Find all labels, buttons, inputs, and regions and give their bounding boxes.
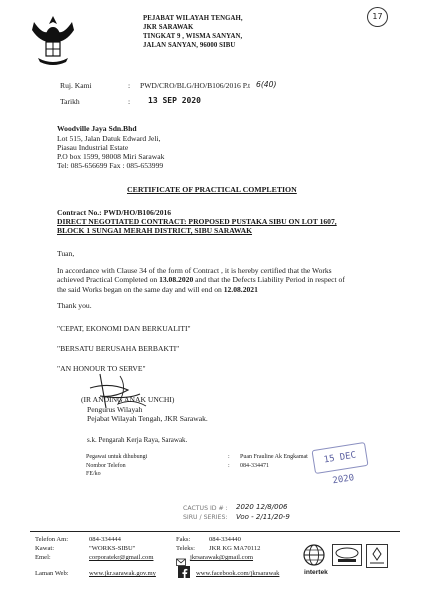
contact-officer-name: Puan Frauline Ak Engkamat bbox=[240, 454, 308, 460]
contact-label-ref: FE/ko bbox=[86, 471, 101, 477]
certification-globe-logo bbox=[303, 544, 325, 566]
facebook-icon bbox=[178, 566, 190, 578]
addressee-line-2: Piasau Industrial Estate bbox=[57, 143, 129, 152]
body-line-2-a: achieved Practical Completed on bbox=[57, 275, 160, 285]
slogan-2: "BERSATU BERUSAHA BERBAKTI" bbox=[57, 344, 180, 353]
tarikh-colon: : bbox=[128, 97, 131, 106]
email-link-corporate[interactable]: corporatekr@gmail.com bbox=[89, 554, 154, 561]
dlp-end-date: 12.08.2021 bbox=[223, 284, 258, 294]
teleks-label: Teleks: bbox=[176, 545, 195, 552]
slogan-3: "AN HONOUR TO SERVE" bbox=[57, 364, 146, 373]
ruj-value: PWD/CRO/BLG/HO/B106/2016 P.t bbox=[140, 81, 251, 90]
slogan-1: "CEPAT, EKONOMI DAN BERKUALITI" bbox=[57, 324, 191, 333]
cactus-id-label: CACTUS ID # : bbox=[183, 505, 228, 512]
contact-label-phone: Nombor Telefon bbox=[86, 462, 126, 469]
header-line-1: PEJABAT WILAYAH TENGAH, bbox=[143, 15, 243, 22]
faks-label: Faks: bbox=[176, 536, 191, 543]
salutation: Tuan, bbox=[57, 249, 75, 258]
website-link[interactable]: www.jkr.sarawak.gov.my bbox=[89, 570, 156, 577]
addressee-line-4: Tel: 085-656699 Fax : 085-653999 bbox=[57, 161, 164, 170]
siru-series-label: SIRU / SERIES: bbox=[183, 514, 228, 521]
intertek-logo-text: intertek bbox=[304, 569, 328, 576]
contact-colons bbox=[228, 453, 230, 470]
header-line-4: JALAN SANYAN, 96000 SIBU bbox=[143, 42, 236, 49]
contract-desc-line-2: BLOCK 1 SUNGAI MERAH DISTRICT, SIBU SARAWAK bbox=[57, 226, 253, 235]
siru-series-value: Voo - 2/11/20-9 bbox=[236, 513, 290, 521]
ruj-colon: : bbox=[128, 81, 131, 90]
teleks-value: JKR KG MA70112 bbox=[209, 545, 261, 552]
tel-value: 084-334444 bbox=[89, 536, 121, 543]
tarikh-label: Tarikh bbox=[60, 97, 80, 106]
office-header bbox=[143, 14, 243, 50]
body-line-3 bbox=[57, 285, 402, 294]
header-line-2: JKR SARAWAK bbox=[143, 24, 194, 31]
addressee-line-1: Lot 515, Jalan Datuk Edward Jeli, bbox=[57, 134, 161, 143]
contact-labels bbox=[86, 453, 147, 479]
signatory-role: Pengurus Wilayah bbox=[87, 405, 143, 414]
thank-you: Thank you. bbox=[57, 301, 92, 310]
web-label: Laman Web: bbox=[35, 570, 69, 577]
body-line-2 bbox=[57, 275, 402, 284]
contact-colon-1: : bbox=[228, 454, 230, 460]
kawat-value: "WORKS-SIBU" bbox=[89, 545, 136, 552]
signatory-office: Pejabat Wilayah Tengah, JKR Sarawak. bbox=[87, 414, 208, 423]
ruj-label: Ruj. Kami bbox=[60, 81, 92, 90]
body-line-3-a: the said Works began on the same day and will end on bbox=[57, 284, 224, 294]
cactus-handwriting bbox=[236, 502, 290, 522]
email-icon bbox=[176, 554, 186, 564]
ruj-handwritten: 6(40) bbox=[256, 80, 277, 89]
contract-desc-line-1: DIRECT NEGOTIATED CONTRACT: PROPOSED PUSTAKA SIBU ON LOT 1607, bbox=[57, 217, 337, 226]
body-line-1: In accordance with Clause 34 of the form of Contract , it is hereby certified that the Works bbox=[57, 266, 332, 275]
facebook-link[interactable]: www.facebook.com/jkrsarawak bbox=[196, 570, 280, 577]
body-paragraph bbox=[57, 266, 402, 294]
certification-ukas-logo bbox=[366, 544, 388, 568]
kawat-label: Kawat: bbox=[35, 545, 55, 552]
footer-rule bbox=[30, 531, 400, 532]
completion-date: 13.08.2020 bbox=[159, 275, 194, 285]
tarikh-stamp-date: 13 SEP 2020 bbox=[148, 96, 201, 105]
cc-line: s.k. Pengarah Kerja Raya, Sarawak. bbox=[87, 436, 188, 444]
header-line-3: TINGKAT 9 , WISMA SANYAN, bbox=[143, 33, 243, 40]
page-number: 17 bbox=[367, 7, 388, 27]
certificate-title: CERTIFICATE OF PRACTICAL COMPLETION bbox=[127, 185, 297, 194]
contact-phone-number: 084-334471 bbox=[240, 462, 269, 469]
cactus-id-value: 2020 12/8/006 bbox=[236, 503, 288, 511]
emel-label: Emel: bbox=[35, 554, 51, 561]
addressee-name: Woodville Jaya Sdn.Bhd bbox=[57, 124, 137, 133]
state-crest-logo bbox=[30, 12, 76, 68]
certification-badge-logo bbox=[332, 544, 362, 566]
contract-number: Contract No.: PWD/HO/B106/2016 bbox=[57, 208, 172, 217]
contact-values bbox=[240, 453, 308, 470]
email-link-jkrsarawak[interactable]: jkrsarawak@gmail.com bbox=[190, 554, 254, 561]
signatory-name: (IR ANDING ANAK UNCHI) bbox=[81, 395, 175, 404]
body-line-2-b: and that the Defects Liability Period in respect of bbox=[193, 275, 345, 285]
tel-label: Telefon Am: bbox=[35, 536, 69, 543]
faks-value: 084-334440 bbox=[209, 536, 241, 543]
cactus-labels bbox=[183, 504, 228, 522]
addressee-line-3: P.O box 1599, 98008 Miri Sarawak bbox=[57, 152, 165, 161]
contact-label-officer: Pegawai untuk dihubungi bbox=[86, 454, 148, 460]
received-date-stamp: 15 DEC 2020 bbox=[311, 442, 368, 474]
contact-colon-2: : bbox=[228, 462, 230, 469]
